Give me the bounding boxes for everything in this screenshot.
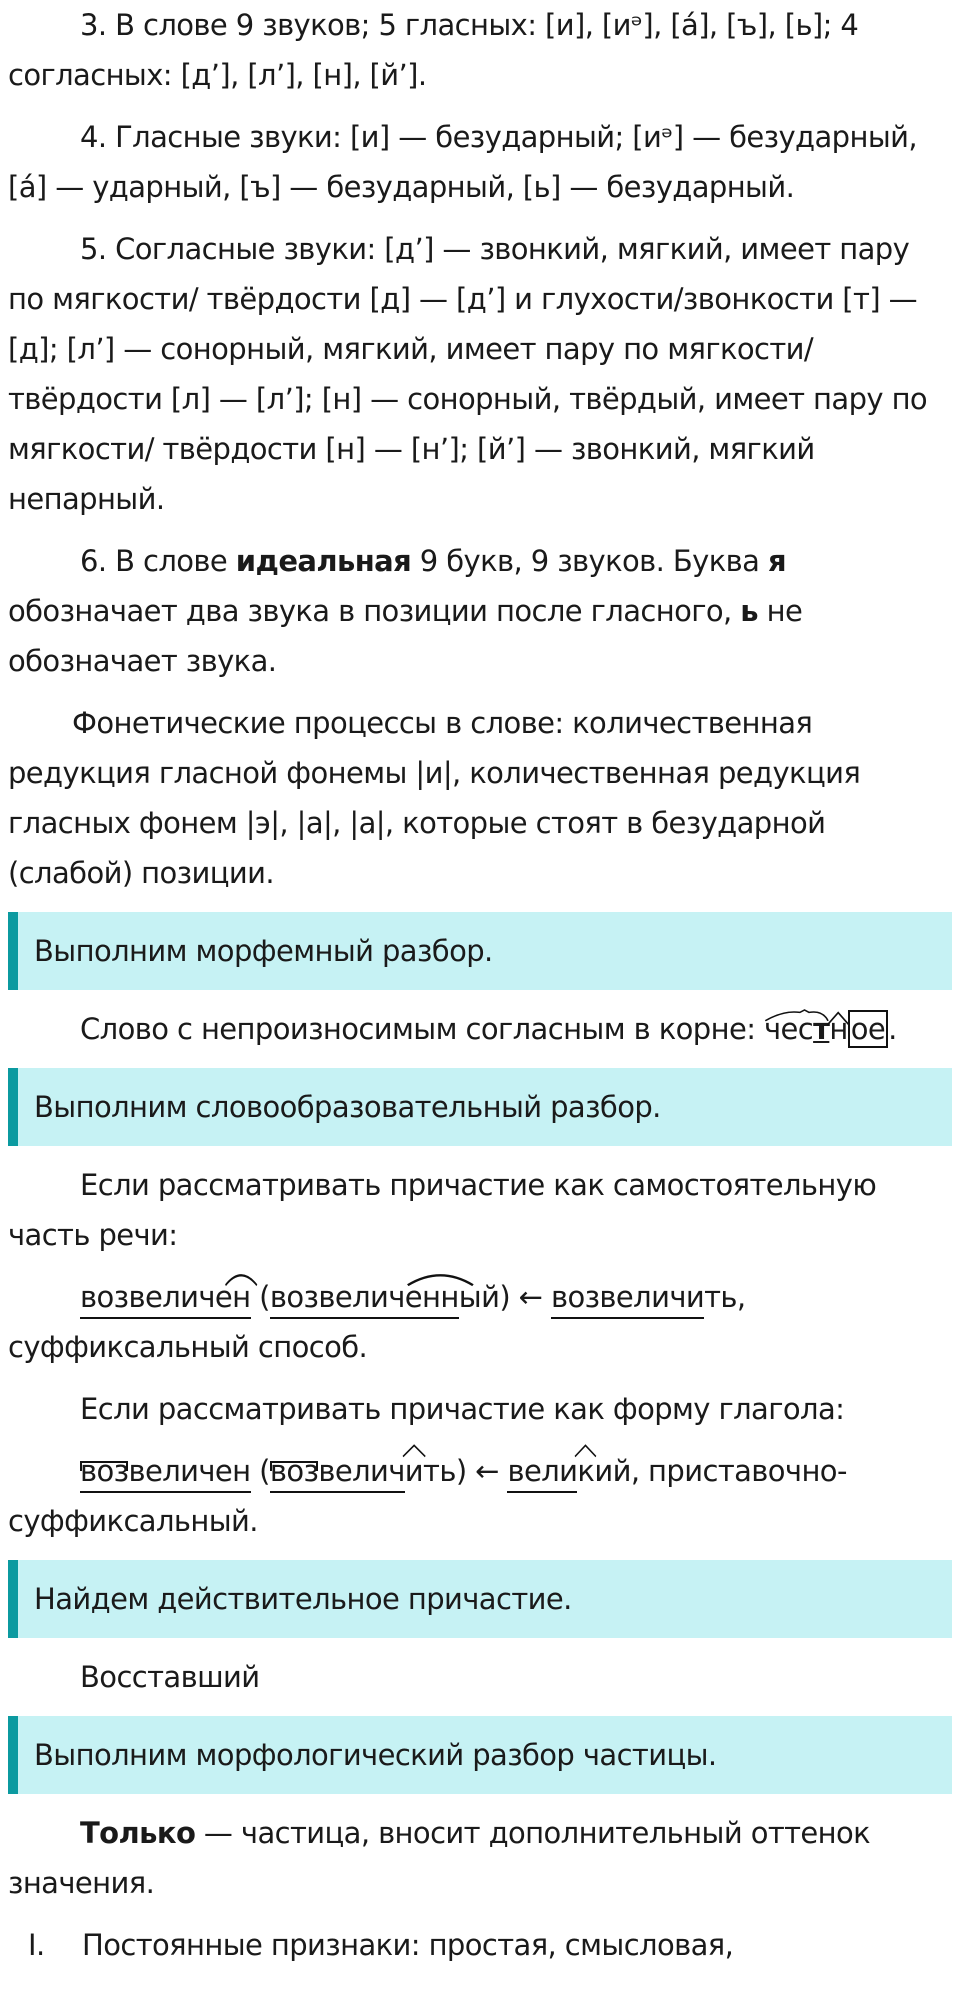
prefix-part: воз bbox=[80, 1454, 129, 1488]
list-item bbox=[8, 1920, 952, 1970]
suffix-icon bbox=[230, 1269, 252, 1287]
suffix-part: нн bbox=[422, 1277, 459, 1317]
paragraph-particle: Только — частица, вносит дополнительный оттенок значения. bbox=[8, 1816, 871, 1900]
paragraph-vowels: 4. Гласные звуки: [и] — безударный; [иᵊ] — безударный, [а́] — ударный, [ъ] — безударный, [ь] — безударный. bbox=[8, 120, 917, 204]
letter-bold: я bbox=[767, 544, 786, 578]
section-bar-morphemic: Выполним морфемный разбор. bbox=[8, 912, 952, 990]
suffix-letter: и bbox=[685, 1280, 705, 1314]
suffix-part: к bbox=[577, 1446, 594, 1496]
paragraph-consonants: 5. Согласные звуки: [д’] — звонкий, мягкий, имеет пару по мягкости/ твёрдости [д] — [д’] и глухости/звонкости [т] — [д]; [л’] — сонорный, мягкий, имеет пару по мягкости/ твёрдости [л] — [л’]; [н] — сонорный, твёрдый, имеет пару по мягкости/ твёрдости [н] — [н’]; [й’] — звонкий, мягкий непарный. bbox=[8, 232, 928, 516]
particle-word: Только bbox=[80, 1816, 196, 1850]
ending-box: ое bbox=[848, 1010, 888, 1048]
prefix-icon bbox=[270, 1461, 318, 1471]
paragraph-morphemic: Слово с непроизносимым согласным в корне: чест н ое . bbox=[8, 1004, 952, 1054]
base-underline: вели bbox=[507, 1451, 577, 1493]
text: не обозначает звука. bbox=[8, 594, 803, 678]
list-text: Постоянные признаки: простая, смысловая, bbox=[82, 1928, 734, 1962]
paragraph-sounds-count: 3. В слове 9 звуков; 5 гласных: [и], [иᵊ], [а́], [ъ], [ь]; 4 согласных: [д’], [л’], [н], [й’]. bbox=[8, 8, 859, 92]
prefix-icon bbox=[80, 1461, 128, 1471]
paragraph-case-2: Если рассматривать причастие как форму глагола: bbox=[80, 1392, 845, 1426]
section-bar-particle: Выполним морфологический разбор частицы. bbox=[8, 1716, 952, 1794]
suffix-part: н bbox=[829, 1012, 848, 1046]
text: 9 букв, 9 звуков. Буква bbox=[411, 544, 768, 578]
base-underline: возвеличе н bbox=[80, 1277, 251, 1319]
list-number: I. bbox=[28, 1928, 45, 1962]
root-part: чес bbox=[763, 1012, 814, 1046]
method-label: суффиксальный. bbox=[8, 1504, 258, 1538]
paragraph-letters-sounds bbox=[8, 536, 952, 686]
base-underline: возвеличе нн bbox=[270, 1277, 459, 1319]
paragraph-phonetic-processes: Фонетические процессы в слове: количественная редукция гласной фонемы |и|, количественная редукция гласных фонем |э|, |а|, |а|, которые стоят в безударной (слабой) позиции. bbox=[8, 706, 861, 890]
suffix-part: н bbox=[232, 1277, 250, 1317]
prefix-part: воз bbox=[269, 1454, 319, 1488]
base-underline: возвеличи bbox=[551, 1277, 704, 1319]
formation-chain-2: возвеличен ( возвелич ить) ← вели кий, приставочно- суффиксальный. bbox=[8, 1446, 952, 1546]
participle-answer: Восставший bbox=[80, 1660, 260, 1694]
word-bold: идеальная bbox=[235, 544, 412, 578]
base-underline: возвелич bbox=[270, 1451, 405, 1493]
suffix-icon bbox=[403, 1444, 425, 1458]
root-arc-icon bbox=[764, 1010, 829, 1022]
text: Слово с непроизносимым согласным в корне: bbox=[80, 1012, 764, 1046]
suffix-part: и bbox=[405, 1446, 423, 1496]
section-bar-word-formation: Выполним словообразовательный разбор. bbox=[8, 1068, 952, 1146]
section-bar-participle: Найдем действительное причастие. bbox=[8, 1560, 952, 1638]
letter-bold: ь bbox=[740, 594, 759, 628]
silent-consonant: т bbox=[813, 1012, 830, 1046]
suffix-icon bbox=[575, 1444, 596, 1458]
base-underline: возвеличен bbox=[80, 1451, 251, 1493]
method-label: суффиксальный способ. bbox=[8, 1330, 368, 1364]
text: 6. В слове bbox=[80, 544, 236, 578]
formation-chain-1: возвеличе н (возвеличе нный) ← возвеличить, суффиксальный способ. bbox=[8, 1272, 952, 1372]
root-mark bbox=[764, 1004, 829, 1054]
suffix-icon bbox=[420, 1269, 461, 1287]
text: обозначает два звука в позиции после гласного, bbox=[8, 594, 741, 628]
paragraph-case-1: Если рассматривать причастие как самостоятельную часть речи: bbox=[8, 1168, 877, 1252]
suffix-icon bbox=[827, 1011, 849, 1027]
